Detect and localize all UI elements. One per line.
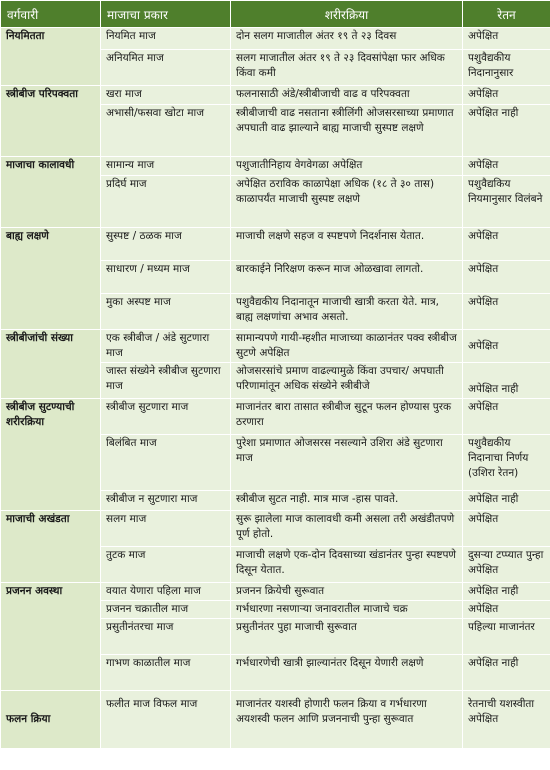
- category-cell: बाह्य लक्षणे: [1, 228, 101, 330]
- insemination-cell: अपेक्षित नाही: [463, 105, 550, 157]
- insemination-cell: पशुवैद्यकिय नियमानुसार विलंबने: [463, 176, 550, 228]
- type-cell: तुटक माज: [101, 547, 231, 583]
- table-row: [1, 228, 550, 261]
- type-cell: सलग माज: [101, 511, 231, 547]
- table-row: [1, 399, 550, 435]
- category-cell: नियमितता: [1, 28, 101, 86]
- table-row: [1, 86, 550, 105]
- type-cell: अनियमित माज: [101, 50, 231, 86]
- physiology-cell: गर्भधारणेची खात्री झाल्यानंतर दिसून येणारी लक्षणे: [231, 655, 463, 691]
- physiology-cell: ओजसरसांचे प्रमाण वाढल्यामुळे किंवा उपचार/ अपघाती परिणामांतून अधिक संख्येने स्त्रीबीजे: [231, 363, 463, 399]
- insemination-cell: पशुवैद्यकीय निदानाचा निर्णय (उशिरा रेतन): [463, 435, 550, 491]
- header-type: माजाचा प्रकार: [101, 1, 231, 28]
- insemination-cell: पहिल्या माजानंतर: [463, 619, 550, 655]
- category-cell: स्त्रीबीजांची संख्या: [1, 330, 101, 399]
- header-physiology: शरीरक्रिया: [231, 1, 463, 28]
- physiology-cell: स्त्रीबीज सुटत नाही. मात्र माज -हास पावते.: [231, 491, 463, 511]
- type-cell: नियमित माज: [101, 28, 231, 50]
- physiology-cell: बारकाईने निरिक्षण करून माज ओळखावा लागतो.: [231, 261, 463, 294]
- insemination-cell: दुसऱ्या टप्प्यात पुन्हा अपेक्षित: [463, 547, 550, 583]
- insemination-cell: अपेक्षित: [463, 261, 550, 294]
- insemination-cell: अपेक्षित नाही: [463, 583, 550, 601]
- type-cell: प्रसुतीनंतरचा माज: [101, 619, 231, 655]
- table-row: [1, 691, 550, 749]
- insemination-cell: अपेक्षित नाही: [463, 491, 550, 511]
- insemination-cell: अपेक्षित नाही: [463, 363, 550, 399]
- type-cell: स्त्रीबीज सुटणारा माज: [101, 399, 231, 435]
- insemination-cell: पशुवैद्यकीय निदानानुसार: [463, 50, 550, 86]
- physiology-cell: फलनासाठी अंडे/स्त्रीबीजाची वाढ व परिपक्वता: [231, 86, 463, 105]
- physiology-cell: माजाची लक्षणे सहज व स्पष्टपणे निदर्शनास येतात.: [231, 228, 463, 261]
- type-cell: प्रदिर्घ माज: [101, 176, 231, 228]
- insemination-cell: अपेक्षित: [463, 228, 550, 261]
- physiology-cell: माजानंतर बारा तासात स्त्रीबीज सुटून फलन होण्यास पुरक ठरणारा: [231, 399, 463, 435]
- category-cell: प्रजनन अवस्था: [1, 583, 101, 691]
- category-cell: फलन क्रिया: [1, 691, 101, 749]
- table-row: [1, 583, 550, 601]
- category-cell: माजाचा कालावधी: [1, 157, 101, 228]
- physiology-cell: सलग माजातील अंतर १९ ते २३ दिवसांपेक्षा फार अधिक किंवा कमी: [231, 50, 463, 86]
- table-row: [1, 28, 550, 50]
- physiology-cell: प्रजनन क्रियेची सुरूवात: [231, 583, 463, 601]
- type-cell: जास्त संख्येने स्त्रीबीज सुटणारा माज: [101, 363, 231, 399]
- insemination-cell: अपेक्षित: [463, 601, 550, 619]
- table-row: [1, 330, 550, 363]
- type-cell: अभासी/फसवा खोटा माज: [101, 105, 231, 157]
- insemination-cell: अपेक्षित: [463, 294, 550, 330]
- insemination-cell: रेतनाची यशस्वीता अपेक्षित: [463, 691, 550, 749]
- category-cell: स्त्रीबीज परिपक्वता: [1, 86, 101, 157]
- physiology-cell: पुरेशा प्रमाणात ओजसरस नसल्याने उशिरा अंडे सुटणारा माज: [231, 435, 463, 491]
- category-cell: स्त्रीबीज सुटण्याची शरीरक्रिया: [1, 399, 101, 511]
- physiology-cell: अपेक्षित ठराविक काळापेक्षा अधिक (१८ ते ३० तास) काळापर्यंत माजाची सुस्पष्ट लक्षणे: [231, 176, 463, 228]
- insemination-cell: अपेक्षित: [463, 511, 550, 547]
- physiology-cell: सुरू झालेला माज कालावधी कमी असला तरी अखंडीतपणे पूर्ण होतो.: [231, 511, 463, 547]
- physiology-cell: दोन सलग माजातील अंतर १९ ते २३ दिवस: [231, 28, 463, 50]
- type-cell: सुस्पष्ट / ठळक माज: [101, 228, 231, 261]
- insemination-cell: अपेक्षित: [463, 330, 550, 363]
- type-cell: सामान्य माज: [101, 157, 231, 176]
- type-cell: बिलंबित माज: [101, 435, 231, 491]
- physiology-cell: सामान्यपणे गायी-म्हशीत माजाच्या काळानंतर पक्व स्त्रीबीज सुटणे अपेक्षित: [231, 330, 463, 363]
- type-cell: साधारण / मध्यम माज: [101, 261, 231, 294]
- header-insemination: रेतन: [463, 1, 550, 28]
- physiology-cell: पशुजातीनिहाय वेगवेगळा अपेक्षित: [231, 157, 463, 176]
- insemination-cell: अपेक्षित नाही: [463, 655, 550, 691]
- type-cell: फलीत माज विफल माज: [101, 691, 231, 749]
- physiology-cell: पशुवैद्यकीय निदानातून माजाची खात्री करता येते. मात्र, बाह्य लक्षणांचा अभाव असतो.: [231, 294, 463, 330]
- type-cell: स्त्रीबीज न सुटणारा माज: [101, 491, 231, 511]
- physiology-cell: माजाची लक्षणे एक-दोन दिवसाच्या खंडानंतर पुन्हा स्पष्टपणे दिसून येतात.: [231, 547, 463, 583]
- insemination-cell: अपेक्षित: [463, 86, 550, 105]
- physiology-cell: स्त्रीबीजाची वाढ नसताना स्त्रीलिंगी ओजसरसाच्या प्रमाणात अपघाती वाढ झाल्याने बाह्य माजाची सुस्पष्ट लक्षणे: [231, 105, 463, 157]
- type-cell: प्रजनन चक्रातील माज: [101, 601, 231, 619]
- table-row: [1, 511, 550, 547]
- type-cell: खरा माज: [101, 86, 231, 105]
- header-category: वर्गवारी: [1, 1, 101, 28]
- type-cell: मुका अस्पष्ट माज: [101, 294, 231, 330]
- insemination-cell: अपेक्षित: [463, 399, 550, 435]
- physiology-cell: माजानंतर यशस्वी होणारी फलन क्रिया व गर्भधारणा अयशस्वी फलन आणि प्रजननाची पुन्हा सुरूवात: [231, 691, 463, 749]
- type-cell: गाभण काळातील माज: [101, 655, 231, 691]
- category-cell: माजाची अखंडता: [1, 511, 101, 583]
- physiology-cell: प्रसुतीनंतर पुहा माजाची सुरूवात: [231, 619, 463, 655]
- physiology-cell: गर्भधारणा नसणाऱ्या जनावरातील माजाचे चक्र: [231, 601, 463, 619]
- type-cell: वयात येणारा पहिला माज: [101, 583, 231, 601]
- table-row: [1, 157, 550, 176]
- header-row: [1, 1, 550, 28]
- insemination-cell: अपेक्षित: [463, 28, 550, 50]
- type-cell: एक स्त्रीबीज / अंडे सुटणारा माज: [101, 330, 231, 363]
- insemination-cell: अपेक्षित: [463, 157, 550, 176]
